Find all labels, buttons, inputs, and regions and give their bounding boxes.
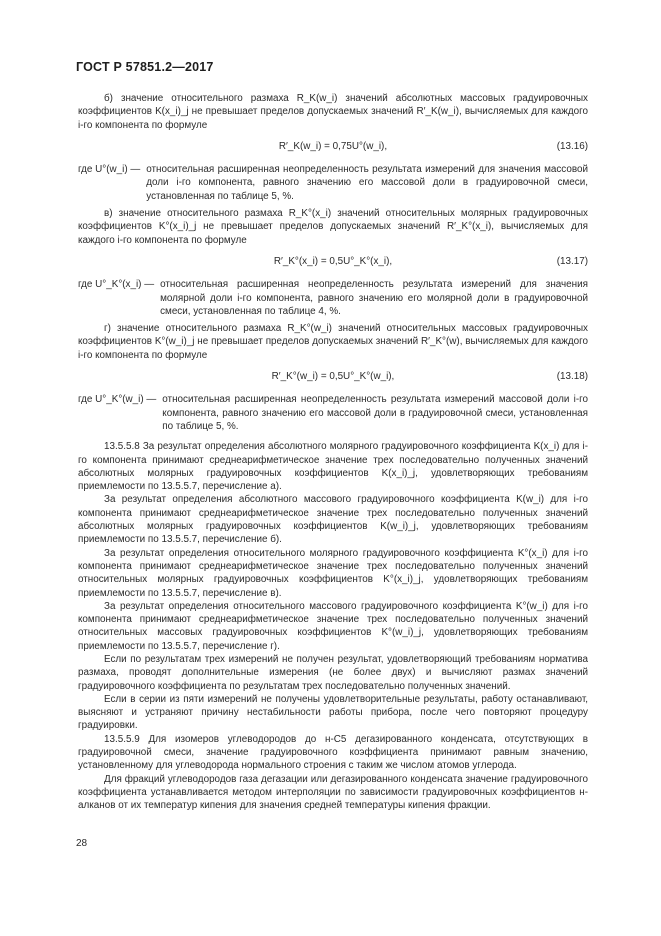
paragraph: Для фракций углеводородов газа дегазации или дегазированного конденсата значение градуировочного коэффициента устанавливается методом интерполяции по зависимости градуировочных коэффициентов н-алканов от их температур кипения для значения средней температуры кипения фракции.: [78, 773, 588, 812]
formula-expression: R′_K°(x_i) = 0,5U°_K°(x_i),: [273, 255, 393, 267]
where-description: относительная расширенная неопределенность результата измерений для значения молярной доли i-го компонента, равного значению его молярной доли в градуировочной смеси, установленная по таблице 4, %.: [160, 279, 588, 317]
where-description: относительная расширенная неопределенность результата измерений массовой доли i-го компонента, равного значению его массовой доли в градуировочной смеси, установленная по таблице 5, %.: [162, 394, 588, 432]
where-clause: [78, 163, 588, 203]
page-number: 28: [76, 838, 88, 849]
formula-number: (13.18): [556, 371, 588, 383]
list-item-g: г) значение относительного размаха R_K°(w_i) значений относительных массовых градуировочных коэффициентов K°(w_i)_j не превышает пределов допускаемых значений R′_K°(w), вычисляемых для каждого i-го компонента по формуле: [78, 323, 588, 361]
formula-number: (13.16): [556, 140, 588, 152]
where-description: относительная расширенная неопределенность результата измерений для значения массовой доли i-го компонента, равного значению его массовой доли в градуировочной смеси, установленная по таблице 5, %.: [146, 164, 588, 202]
where-clause: [78, 393, 588, 433]
formula-expression: R′_K(w_i) = 0,75U°(w_i),: [278, 140, 388, 152]
where-symbol: где U°(w_i) —: [78, 164, 141, 176]
where-symbol: где U°_K°(w_i) —: [78, 394, 157, 406]
paragraph: За результат определения относительного массового градуировочного коэффициента K°(w_i) для i-го компонента принимают среднеарифметическое значение трех последовательно полученных значений относительных массовых градуировочных коэффициентов K°(w_i)_j, удовлетворяющих требованиям приемлемости по 13.5.5.7, перечисление г).: [78, 600, 588, 652]
paragraph: Если по результатам трех измерений не получен результат, удовлетворяющий требованиям норматива размаха, проводят дополнительные измерения (не более двух) и вычисляют размах значений градуировочного коэффициента по результатам трех последовательно полученных значений.: [78, 653, 588, 692]
paragraph: 13.5.5.9 Для изомеров углеводородов до н-C5 дегазированного конденсата, отсутствующих в градуировочной смеси, значение градуировочного коэффициента принимают равным значению, установленному для углеводорода нормального строения с таким же числом атомов углерода.: [78, 733, 588, 772]
list-item-v: в) значение относительного размаха R_K°(x_i) значений относительных молярных градуировочных коэффициентов K°(x_i)_j не превышает пределов допускаемых значений R′_K°(x_i), вычисляемых для каждого i-го компонента по формуле: [78, 208, 588, 246]
paragraph: За результат определения абсолютного массового градуировочного коэффициента K(w_i) для i-го компонента принимают среднеарифметическое значение трех последовательно полученных значений абсолютных молярных градуировочных коэффициентов K(w_i)_j, удовлетворяющих требованиям приемлемости по 13.5.5.7, перечисление б).: [78, 494, 588, 546]
formula-expression: R′_K°(w_i) = 0,5U°_K°(w_i),: [271, 371, 395, 383]
formula-13-16: [78, 140, 588, 153]
formula-13-17: [78, 255, 588, 268]
paragraph: Если в серии из пяти измерений не получены удовлетворительные результаты, работу останавливают, выясняют и устраняют причину нестабильности работы прибора, после чего повторяют процедуру градуировки.: [78, 693, 588, 732]
list-item-b: б) значение относительного размаха R_K(w_i) значений абсолютных массовых градуировочных коэффициентов K(x_i)_j не превышает пределов допускаемых значений R′_K(w_i), вычисляемых для каждого i-го компонента по формуле: [78, 93, 588, 131]
where-clause: [78, 278, 588, 318]
document-body: [78, 92, 588, 813]
formula-13-18: [78, 370, 588, 383]
formula-number: (13.17): [556, 255, 588, 267]
document-header: ГОСТ Р 57851.2—2017: [76, 60, 214, 74]
where-symbol: где U°_K°(x_i) —: [78, 279, 155, 291]
paragraph: 13.5.5.8 За результат определения абсолютного молярного градуировочного коэффициента K(x_i) для i-го компонента принимают среднеарифметическое значение трех последовательно полученных значений абсолютных молярных градуировочных коэффициентов K(x_i)_j, удовлетворяющих требованиям приемлемости по 13.5.5.7, перечисление а).: [78, 441, 588, 493]
paragraph: За результат определения относительного молярного градуировочного коэффициента K°(x_i) для i-го компонента принимают среднеарифметическое значение трех последовательно полученных значений относительных молярных градуировочных коэффициентов K°(x_i)_j, удовлетворяющих требованиям приемлемости по 13.5.5.7, перечисление в).: [78, 547, 588, 599]
